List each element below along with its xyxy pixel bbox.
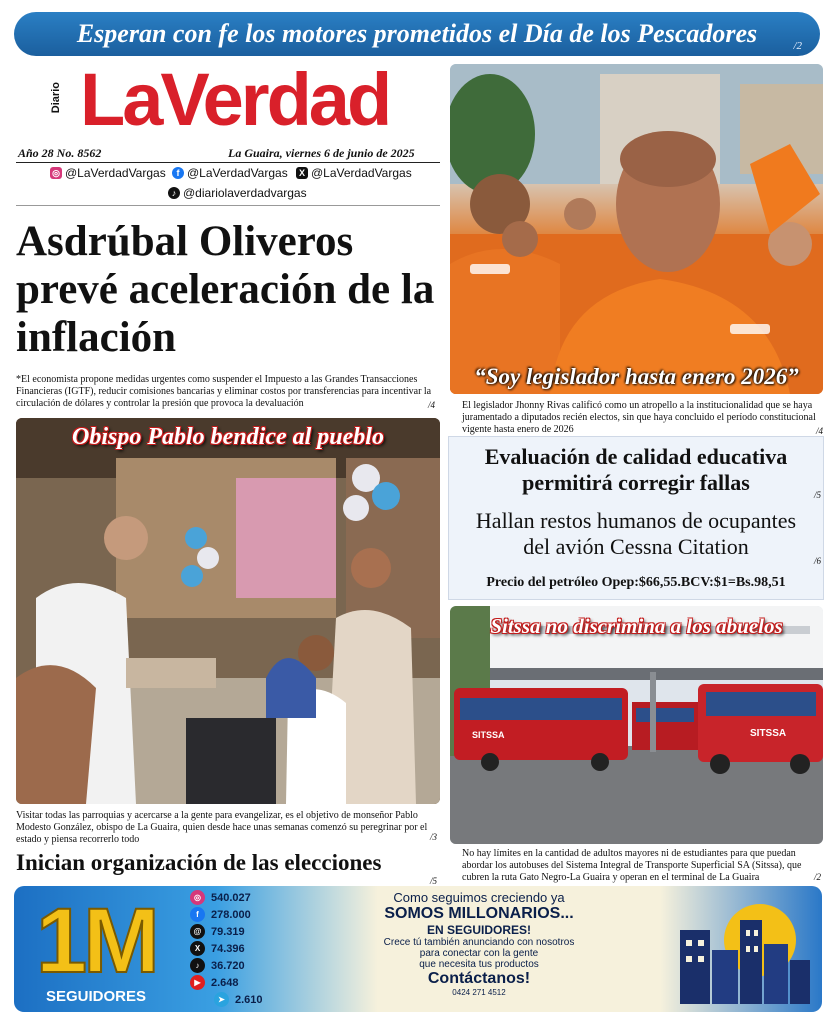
followers-ad[interactable] (14, 886, 822, 1012)
sitssa-photo-title: Sitssa no discrimina a los abuelos (490, 614, 783, 638)
tiktok-icon: ♪ (168, 187, 180, 199)
ad-line-5: para conectar con la gente (419, 948, 539, 959)
ad-followers-label: SEGUIDORES (46, 988, 147, 1005)
oil-price-ticker: Precio del petróleo Opep:$66,55.BCV:$1=Bs.98,51 (486, 575, 786, 590)
youtube-icon: ▶ (190, 975, 205, 990)
sitssa-photo[interactable] (450, 606, 823, 844)
social-tiktok[interactable] (168, 186, 307, 200)
rivas-summary: El legislador Jhonny Rivas calificó como un atropello a la institucionalidad que se haya juramentado a diputados recién electos, sin que haya concluido el período constitucional vigente hasta enero de 2026 (462, 400, 816, 435)
telegram-icon: ➤ (214, 992, 229, 1007)
obispo-page-ref: /3 (430, 832, 438, 842)
masthead-bottom-rule (16, 205, 440, 206)
city-skyline-icon (660, 900, 810, 1004)
education-page-ref: /5 (814, 490, 822, 500)
ad-line-1: Como seguimos creciendo ya (393, 890, 565, 905)
sitssa-photo-illustration (450, 606, 823, 844)
rivas-photo-caption: “Soy legislador hasta enero 2026” (474, 364, 799, 389)
ad-count-telegram (214, 992, 263, 1007)
ad-one-million: 1M (36, 890, 156, 992)
instagram-handle: @LaVerdadVargas (65, 166, 166, 180)
ad-count-youtube (190, 975, 239, 990)
masthead-rule (16, 162, 440, 163)
ad-count-value: 2.610 (235, 993, 263, 1006)
issue-number: Año 28 No. 8562 (18, 146, 102, 160)
masthead-diario: Diario (50, 82, 62, 114)
bus-logo-right: SITSSA (750, 728, 787, 739)
facebook-icon: f (190, 907, 205, 922)
ad-count-value: 74.396 (211, 942, 245, 955)
top-banner[interactable] (14, 12, 820, 56)
rivas-page-ref: /4 (816, 426, 824, 436)
ad-count-threads (190, 924, 245, 939)
social-facebook[interactable] (172, 166, 288, 180)
ad-phone[interactable]: 0424 271 4512 (452, 988, 506, 997)
obispo-photo-illustration (16, 418, 440, 804)
dateline: La Guaira, viernes 6 de junio de 2025 (228, 146, 415, 160)
ad-count-value: 79.319 (211, 925, 245, 938)
threads-icon: @ (190, 924, 205, 939)
education-headline[interactable]: Evaluación de calidad educativa permitirá corregir fallas (484, 444, 788, 495)
ad-count-facebook (190, 907, 251, 922)
tiktok-handle: @diariolaverdadvargas (183, 186, 307, 200)
newspaper-logo[interactable]: LaVerdad (80, 58, 390, 141)
ad-contact[interactable]: Contáctanos! (427, 970, 531, 987)
x-icon: X (296, 167, 308, 179)
cessna-page-ref: /6 (814, 556, 822, 566)
ad-count-instagram (190, 890, 251, 905)
ad-line-3: EN SEGUIDORES! (426, 923, 531, 937)
rivas-photo-illustration (450, 64, 823, 394)
social-instagram[interactable] (50, 166, 166, 180)
x-icon: X (190, 941, 205, 956)
ad-count-value: 278.000 (211, 908, 251, 921)
obispo-photo-title: Obispo Pablo bendice al pueblo (72, 424, 384, 450)
ad-line-5b: que necesita tus productos (419, 959, 539, 970)
elecciones-page-ref: /5 (430, 876, 438, 886)
main-headline[interactable]: Asdrúbal Oliveros prevé aceleración de la inflación (16, 218, 435, 361)
instagram-icon: ◎ (190, 890, 205, 905)
ad-count-value: 36.720 (211, 959, 245, 972)
facebook-handle: @LaVerdadVargas (187, 166, 288, 180)
elecciones-headline[interactable]: Inician organización de las elecciones (16, 850, 382, 875)
rivas-photo[interactable] (450, 64, 823, 394)
ad-line-2: SOMOS MILLONARIOS... (384, 905, 574, 922)
ad-count-x (190, 941, 245, 956)
facebook-icon: f (172, 167, 184, 179)
cessna-headline[interactable]: Hallan restos humanos de ocupantes del avión Cessna Citation (475, 508, 797, 559)
tiktok-icon: ♪ (190, 958, 205, 973)
ad-line-4: Crece tú también anunciando con nosotros (383, 937, 575, 948)
obispo-summary: Visitar todas las parroquias y acercarse a la gente para evangelizar, es el objetivo de monseñor Pablo Modesto González, obispo de La Guaira, quien desde hace unas semanas comenzó su peregrinar por el estado y piensa recorrerlo todo (16, 810, 428, 845)
ad-count-value: 2.648 (211, 976, 239, 989)
social-x[interactable] (296, 166, 412, 180)
x-handle: @LaVerdadVargas (311, 166, 412, 180)
ad-message (314, 890, 644, 997)
main-summary: *El economista propone medidas urgentes como suspender el Impuesto a las Grandes Transacciones Financieras (IGTF), reducir comisiones bancarias y eliminar costos por transferencias para incentivar la circulación de dólares y controlar la presión que provoca la devaluación (16, 374, 432, 409)
ad-count-value: 540.027 (211, 891, 251, 904)
sitssa-page-ref: /2 (814, 872, 822, 882)
banner-headline[interactable]: Esperan con fe los motores prometidos el Día de los Pescadores (76, 19, 758, 48)
sitssa-summary: No hay límites en la cantidad de adultos mayores ni de estudiantes para que puedan abordar los autobuses del Sistema Integral de Transporte Superficial SA (Sitssa), que cubren la ruta Gato Negro-La Guaira y operan en el terminal de La Guaira (462, 848, 802, 883)
bus-logo-left: SITSSA (472, 730, 505, 740)
banner-page-ref: /2 (793, 40, 802, 52)
main-page-ref: /4 (428, 400, 436, 410)
instagram-icon: ◎ (50, 167, 62, 179)
ad-count-tiktok (190, 958, 245, 973)
obispo-photo[interactable] (16, 418, 440, 804)
